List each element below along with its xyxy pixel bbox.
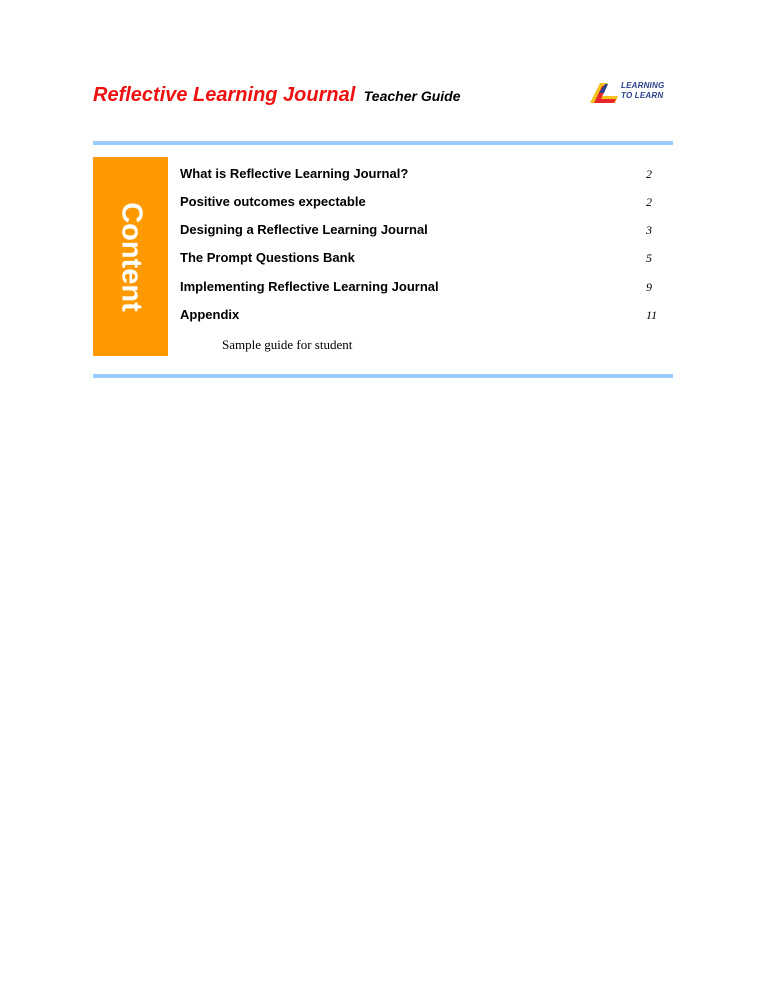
top-divider [93,141,673,145]
bottom-divider [93,374,673,378]
toc-entry-title: The Prompt Questions Bank [180,250,355,265]
toc-entry-page: 9 [646,280,652,294]
content-side-tab [93,157,168,356]
toc-entry-3[interactable] [180,222,670,242]
toc-entry-title: Designing a Reflective Learning Journal [180,222,428,237]
toc-subentry[interactable]: Sample guide for student [222,337,353,352]
toc-entry-page: 5 [646,251,652,265]
toc-entry-page: 11 [646,308,658,322]
logo-text: LEARNING TO LEARN [621,81,665,100]
toc-entry-title: What is Reflective Learning Journal? [180,166,409,181]
toc-entry-title: Appendix [180,307,240,322]
toc-entry-5[interactable] [180,279,670,299]
toc-entry-page: 3 [646,223,652,237]
toc-entry-page: 2 [646,167,652,181]
document-title [93,84,461,107]
toc-entry-1[interactable] [180,166,670,186]
toc-entry-2[interactable] [180,194,670,214]
toc-entry-title: Positive outcomes expectable [180,194,366,209]
learning-to-learn-logo [588,80,678,104]
title-subtitle: Teacher Guide [363,88,461,104]
toc-entry-page: 2 [646,195,652,209]
title-main: Reflective Learning Journal [93,84,356,106]
toc-entry-title: Implementing Reflective Learning Journal [180,279,439,294]
logo-mark-icon [588,80,622,104]
content-side-label: Content [115,201,147,312]
toc-entry-4[interactable] [180,250,670,270]
toc-entry-6[interactable] [180,307,670,327]
